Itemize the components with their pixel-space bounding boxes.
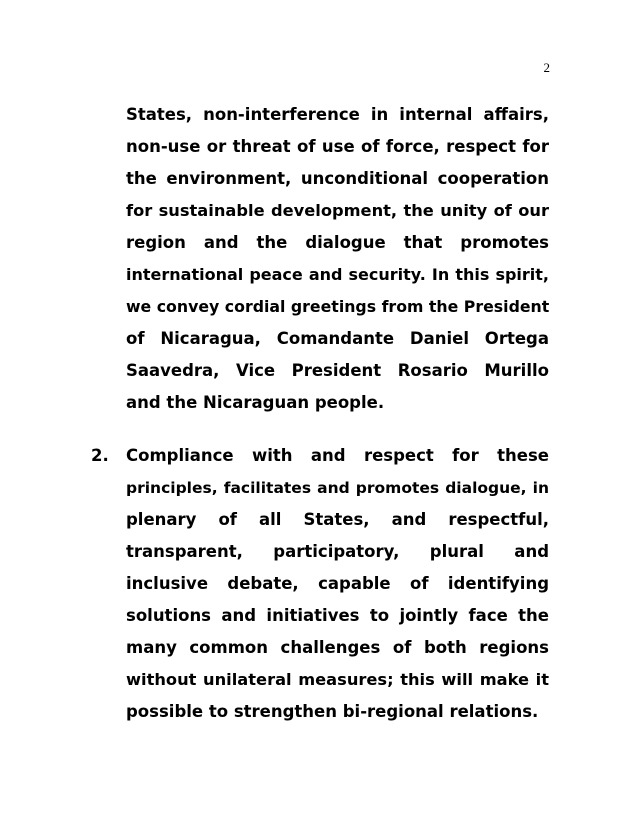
page-number: 2 (543, 60, 550, 75)
paragraph-line: principles, facilitates and promotes dialogue, in (126, 479, 549, 497)
paragraph-line: the environment, unconditional cooperation (126, 169, 549, 188)
paragraph-line: of Nicaragua, Comandante Daniel Ortega (126, 329, 549, 348)
paragraph-line: we convey cordial greetings from the President (126, 297, 550, 316)
paragraph-line: many common challenges of both regions (126, 638, 549, 657)
paragraph-line: Saavedra, Vice President Rosario Murillo (126, 361, 549, 380)
paragraph-line: region and the dialogue that promotes (126, 233, 549, 252)
paragraph-line: non-use or threat of use of force, respect for (126, 137, 549, 156)
paragraph-line: States, non-interference in internal affairs, (126, 105, 549, 124)
paragraph-line: solutions and initiatives to jointly face the (126, 606, 549, 625)
paragraph-line: international peace and security. In this spirit, (126, 265, 549, 284)
paragraph-line: inclusive debate, capable of identifying (126, 574, 549, 593)
paragraph-line: transparent, participatory, plural and (126, 542, 549, 561)
paragraph-line: possible to strengthen bi-regional relations. (126, 702, 539, 721)
paragraph-line: without unilateral measures; this will make it (126, 670, 549, 689)
item-number: 2. (91, 446, 109, 465)
paragraph-line: plenary of all States, and respectful, (126, 510, 549, 529)
paragraph-line: and the Nicaraguan people. (126, 393, 385, 412)
paragraph-line: Compliance with and respect for these (126, 446, 549, 465)
paragraph-line: for sustainable development, the unity of our (126, 201, 549, 220)
